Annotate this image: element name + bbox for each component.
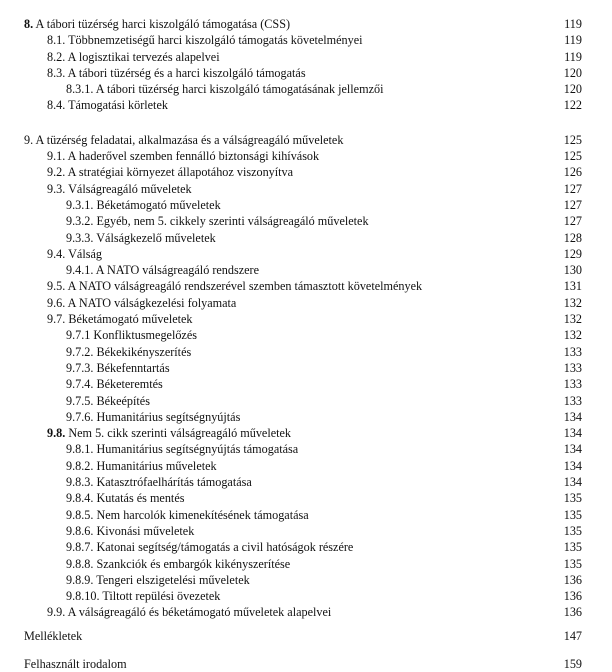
toc-entry [0,311,612,327]
toc-entry-title [66,490,184,506]
toc-entry-text: Katonai segítség/támogatás a civil hatóságok részére [96,540,354,555]
toc-entry [0,628,612,644]
toc-entry-title [66,409,240,425]
toc-entry [0,474,612,490]
toc-entry [0,65,612,81]
toc-entry-page: 133 [563,377,582,392]
toc-entry-page: 136 [563,572,582,587]
toc-entry-page: 135 [563,540,582,555]
toc-entry-text: A stratégiai környezet állapotához viszonyítva [67,165,294,180]
toc-entry-page: 133 [563,344,582,359]
toc-entry [0,327,612,343]
toc-entry-title [47,181,192,197]
toc-entry-page: 119 [564,33,582,48]
toc-entry-number: 9.8.10. [66,589,100,604]
toc-entry-page: 134 [563,475,582,490]
toc-entry-title [66,441,298,457]
toc-entry-title [24,16,290,32]
toc-entry-number: 9.7.1 [66,328,91,343]
toc-entry-text: Válságreagáló műveletek [68,181,192,196]
toc-entry-page: 132 [563,328,582,343]
toc-entry-number: 9.7.3. [66,360,94,375]
toc-entry [0,523,612,539]
toc-entry-page: 134 [563,409,582,424]
toc-entry-page: 134 [563,426,582,441]
toc-entry [0,458,612,474]
toc-entry [0,181,612,197]
toc-entry-text: Békeépítés [96,393,150,408]
toc-entry [0,344,612,360]
toc-entry-text: Konfliktusmegelőzés [93,328,197,343]
toc-entry [0,441,612,457]
toc-entry-number: 9.6. [47,295,66,310]
toc-entry-title [47,604,331,620]
toc-entry-number: 9.3.1. [66,197,94,212]
toc-entry-page: 134 [563,442,582,457]
toc-entry-title [47,65,306,81]
toc-entry-page: 125 [563,149,582,164]
toc-entry-title [66,507,309,523]
toc-entry-number: 9.7.2. [66,344,94,359]
toc-entry-title [66,474,252,490]
toc-entry-title [24,628,82,644]
toc-entry-page: 125 [563,132,582,147]
toc-entry [0,132,612,148]
toc-entry-text: Tiltott repülési övezetek [102,589,221,604]
toc-entry-title [47,164,293,180]
toc-entry-text: A logisztikai tervezés alapelvei [67,49,220,64]
toc-entry [0,360,612,376]
toc-entry-title [47,278,422,294]
toc-entry [0,572,612,588]
toc-entry-page: 135 [563,507,582,522]
toc-entry-page: 130 [563,263,582,278]
toc-entry-text: A NATO válságreagáló rendszerével szemben támasztott követelmények [67,279,423,294]
toc-entry-number: 9.4. [47,246,66,261]
toc-entry-number: 8.1. [47,33,66,48]
toc-entry-number: 9.8.4. [66,491,94,506]
toc-entry [0,393,612,409]
toc-entry-page: 132 [563,312,582,327]
toc-entry [0,16,612,32]
toc-entry-title [47,246,102,262]
toc-entry-title [47,311,193,327]
toc-entry-title [47,49,220,65]
toc-entry-number: 9.8.6. [66,523,94,538]
toc-entry-title [66,393,150,409]
toc-entry-text: Béketámogató műveletek [96,197,221,212]
toc-entry-title [66,213,369,229]
toc-entry-title [66,458,217,474]
toc-entry-number: 9. [24,132,34,147]
toc-entry-text: Humanitárius műveletek [96,458,217,473]
toc-entry-number: 8.4. [47,98,66,113]
toc-entry [0,262,612,278]
toc-entry-title [47,148,319,164]
toc-entry [0,197,612,213]
toc-entry-page: 127 [563,214,582,229]
toc-entry-page: 132 [563,295,582,310]
toc-entry-title [66,556,290,572]
toc-entry-number: 9.8.9. [66,572,94,587]
toc-entry-number: 9.7.4. [66,377,94,392]
toc-entry-text: Nem harcolók kimenekítésének támogatása [96,507,309,522]
toc-entry-text: Humanitárius segítségnyújtás [96,409,241,424]
toc-entry-text: Békekikényszerítés [96,344,192,359]
toc-entry-page: 147 [563,628,582,643]
toc-entry-page: 135 [563,556,582,571]
toc-entry-number: 9.3. [47,181,66,196]
toc-entry-text: Válság [68,246,102,261]
toc-entry-title [66,523,194,539]
toc-entry [0,376,612,392]
toc-entry-number: 9.1. [47,149,66,164]
toc-entry-page: 134 [563,458,582,473]
toc-entry [0,490,612,506]
toc-entry [0,164,612,180]
toc-entry [0,556,612,572]
toc-entry-number: 9.4.1. [66,263,94,278]
toc-entry-title [47,295,236,311]
toc-entry-text: A NATO válságreagáló rendszere [95,263,260,278]
toc-entry-title [47,97,168,113]
toc-entry-text: A haderővel szemben fennálló biztonsági kihívások [67,149,320,164]
toc-entry [0,409,612,425]
toc-entry-page: 131 [563,279,582,294]
toc-entry-text: Többnemzetiségű harci kiszolgáló támogatás követelményei [68,33,363,48]
toc-entry [0,425,612,441]
toc-entry-title [66,572,250,588]
toc-entry-number: 9.7.5. [66,393,94,408]
toc-entry-page: 133 [563,393,582,408]
toc-entry-title [47,425,291,441]
toc-entry-title [66,327,197,343]
toc-entry [0,32,612,48]
toc-entry-number: 8. [24,17,34,31]
toc-entry-title [24,132,343,148]
toc-entry-text: Kivonási műveletek [96,523,195,538]
toc-entry-number: 9.5. [47,279,66,294]
toc-entry [0,97,612,113]
toc-entry-title [66,197,221,213]
toc-entry-title [66,360,170,376]
toc-entry-number: 8.3.1. [66,82,94,97]
toc-entry-page: 127 [563,181,582,196]
toc-entry-text: Katasztrófaelhárítás támogatása [96,475,252,490]
toc-entry-text: A tüzérség feladatai, alkalmazása és a válságreagáló műveletek [35,132,344,147]
toc-entry-number: 9.9. [47,605,66,620]
toc-entry-text: Szankciók és embargók kikényszerítése [96,556,291,571]
toc-entry-text: Béketámogató műveletek [68,312,193,327]
toc-entry [0,507,612,523]
toc-entry-page: 133 [563,360,582,375]
toc-entry-title [66,262,259,278]
toc-entry-page: 135 [563,523,582,538]
toc-entry-text: Békefenntartás [96,360,170,375]
toc-entry-text: Egyéb, nem 5. cikkely szerinti válságreagáló műveletek [96,214,369,229]
toc-entry-text: A tábori tüzérség harci kiszolgáló támogatása (CSS) [35,17,291,31]
toc-entry-text: Nem 5. cikk szerinti válságreagáló műveletek [68,426,292,441]
toc-entry-text: Válságkezelő műveletek [96,230,216,245]
toc-entry [0,588,612,604]
toc-entry-text: Tengeri elszigetelési műveletek [96,572,250,587]
toc-entry-text: A válságreagáló és béketámogató műveletek alapelvei [67,605,332,620]
toc-entry-number: 9.7. [47,312,66,327]
toc-entry-title [66,344,191,360]
toc-entry [0,230,612,246]
toc-entry-number: 8.3. [47,65,66,80]
toc-entry-page: 135 [563,491,582,506]
toc-entry-page: 120 [563,65,582,80]
toc-entry-title [66,588,220,604]
toc-entry-title [66,81,383,97]
toc-entry-page: 128 [563,230,582,245]
toc-entry-page: 119 [564,17,582,31]
toc-entry-number: 9.8.5. [66,507,94,522]
toc-entry-title [47,32,363,48]
toc-entry-number: 9.8.1. [66,442,94,457]
toc-entry [0,278,612,294]
toc-entry [0,604,612,620]
toc-entry [0,49,612,65]
toc-entry-title [66,376,163,392]
toc-entry [0,213,612,229]
toc-entry-number: 9.8. [47,426,66,441]
toc-entry-number: 9.8.3. [66,475,94,490]
toc-entry-number: 9.8.8. [66,556,94,571]
toc-entry-page: 126 [563,165,582,180]
toc-entry [0,246,612,262]
toc-entry-number: 9.3.2. [66,214,94,229]
toc-entry-page: 129 [563,246,582,261]
toc-entry [0,295,612,311]
toc-entry-text: A tábori tüzérség és a harci kiszolgáló támogatás [67,65,306,80]
toc-entry [0,81,612,97]
toc-entry-text: Béketeremtés [96,377,163,392]
toc-entry-text: A NATO válságkezelési folyamata [67,295,237,310]
toc-entry-page: 136 [563,589,582,604]
toc-entry-title [66,230,216,246]
toc-entry-number: 9.3.3. [66,230,94,245]
table-of-contents [0,16,612,672]
toc-entry-text: A tábori tüzérség harci kiszolgáló támogatásának jellemzői [95,82,384,97]
toc-entry-number: 9.8.7. [66,540,94,555]
toc-entry-page: 159 [563,656,582,671]
toc-entry-title [24,656,127,672]
toc-entry [0,148,612,164]
toc-entry-text: Támogatási körletek [68,98,168,113]
toc-entry-page: 119 [564,49,582,64]
toc-entry-number: 9.2. [47,165,66,180]
toc-entry-text: Mellékletek [24,628,83,643]
toc-entry [0,539,612,555]
toc-entry-page: 122 [563,98,582,113]
toc-entry-page: 136 [563,605,582,620]
toc-entry-text: Felhasznált irodalom [24,656,127,671]
toc-entry-page: 120 [563,82,582,97]
toc-entry-number: 9.7.6. [66,409,94,424]
toc-entry-number: 8.2. [47,49,66,64]
toc-entry [0,656,612,672]
toc-entry-number: 9.8.2. [66,458,94,473]
toc-entry-text: Kutatás és mentés [96,491,185,506]
toc-entry-text: Humanitárius segítségnyújtás támogatása [96,442,299,457]
toc-entry-page: 127 [563,197,582,212]
toc-entry-title [66,539,353,555]
